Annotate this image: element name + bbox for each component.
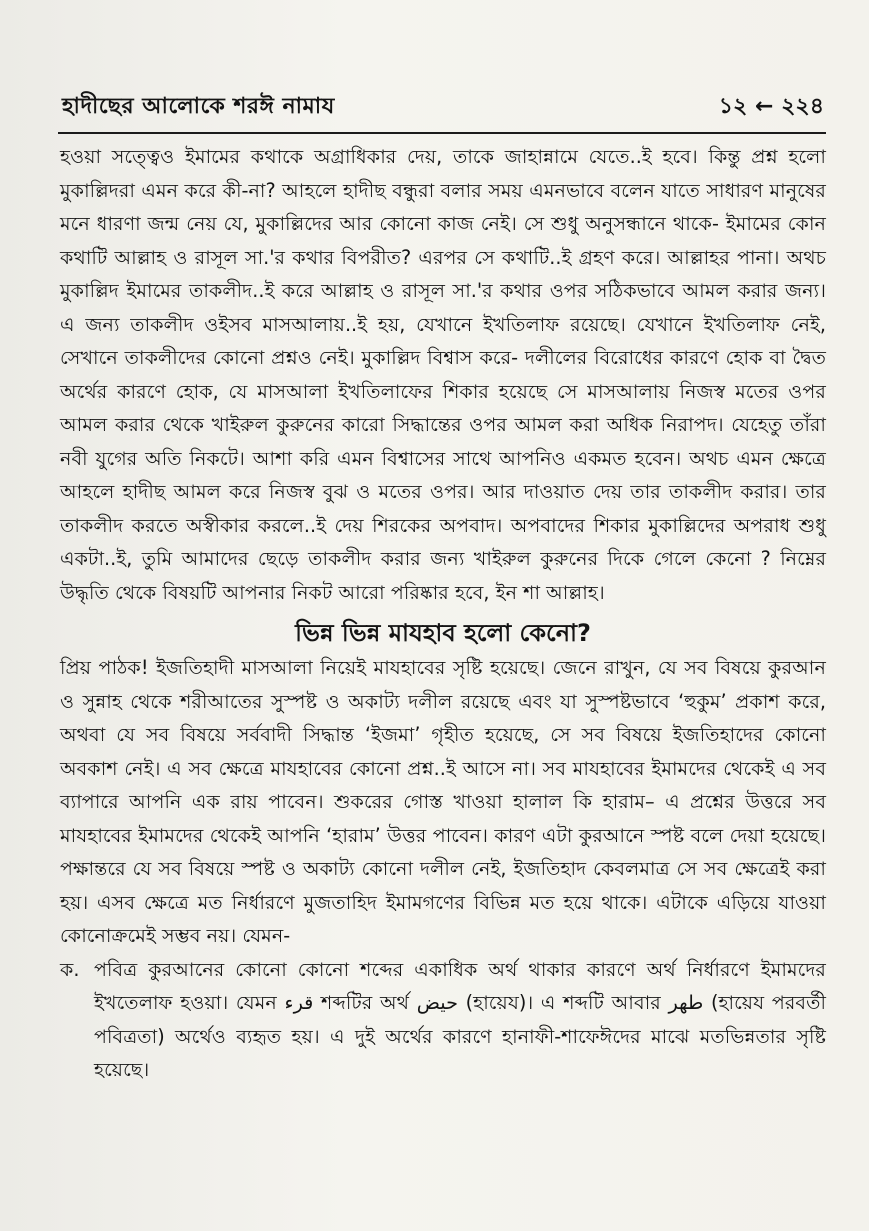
section-heading: ভিন্ন ভিন্ন মাযহাব হলো কেনো?: [295, 619, 591, 647]
arabic-word-hayd: حيض: [416, 991, 458, 1014]
running-title: হাদীছের আলোকে শরঈ নামায: [62, 94, 335, 119]
item-text-part-1: পবিত্র কুরআনের কোনো কোনো শব্দের একাধিক অর্থ থাকার কারণে অর্থ নির্ধারণে ইমামদের ইখতেলাফ হওয়া। যেমন: [94, 957, 826, 1014]
arabic-word-tuhr: طهر: [668, 991, 704, 1014]
item-text-part-4: (হায়েয পরবর্তী পবিত্রতা) অর্থেও ব্যহৃত হয়। এ দুই অর্থের কারণে হানাফী-শাফেঈদের মাঝে মতভিন্নতার সৃষ্টি হয়েছে।: [94, 991, 826, 1081]
page-number: ১২ ← ২২৪: [718, 94, 824, 119]
page-header: [62, 92, 824, 126]
arabic-word-qur: قرء: [284, 991, 314, 1014]
item-text-part-3: (হায়েয)। এ শব্দটি আবার: [465, 991, 661, 1014]
header-rule: [58, 132, 826, 134]
item-text-part-2: শব্দটির অর্থ: [321, 991, 410, 1014]
list-item-label: ক.: [60, 957, 80, 981]
list-item-text: [94, 953, 826, 1087]
page-body: [60, 140, 826, 1087]
paragraph-1: হওয়া সত্ত্বেও ইমামের কথাকে অগ্রাধিকার দেয়, তাকে জাহান্নামে যেতে..ই হবে। কিন্তু প্রশ্ন হলো মুকাল্লিদরা এমন করে কী-না? আহলে হাদীছ বন্ধুরা বলার সময় এমনভাবে বলেন যাতে সাধারণ মানুষের মনে ধারণা জন্ম নেয় যে, মুকাল্লিদের আর কোনো কাজ নেই। সে শুধু অনুসন্ধানে থাকে- ইমামের কোন কথাটি আল্লাহ ও রাসূল সা.'র কথার বিপরীত? এরপর সে কথাটি..ই গ্রহণ করে। আল্লাহর পানা। অথচ মুকাল্লিদ ইমামের তাকলীদ..ই করে আল্লাহ ও রাসূল সা.'র কথার ওপর সঠিকভাবে আমল করার জন্য। এ জন্য তাকলীদ ওইসব মাসআলায়..ই হয়, যেখানে ইখতিলাফ রয়েছে। যেখানে ইখতিলাফ নেই, সেখানে তাকলীদের কোনো প্রশ্নও নেই। মুকাল্লিদ বিশ্বাস করে- দলীলের বিরোধের কারণে হোক বা দ্বৈত অর্থের কারণে হোক, যে মাসআলা ইখতিলাফের শিকার হয়েছে সে মাসআলায় নিজস্ব মতের ওপর আমল করার থেকে খাইরুল কুরুনের কারো সিদ্ধান্তের ওপর আমল করা অধিক নিরাপদ। যেহেতু তাঁরা নবী যুগের অতি নিকটে। আশা করি এমন বিশ্বাসের সাথে আপনিও একমত হবেন। অথচ এমন ক্ষেত্রে আহলে হাদীছ আমল করে নিজস্ব বুঝ ও মতের ওপর। আর দাওয়াত দেয় তার তাকলীদ করার। তার তাকলীদ করতে অস্বীকার করলে..ই দেয় শিরকের অপবাদ। অপবাদের শিকার মুকাল্লিদের অপরাধ শুধু একটা..ই, তুমি আমাদের ছেড়ে তাকলীদ করার জন্য খাইরুল কুরুনের দিকে গেলে কেনো ? নিম্নের উদ্ধৃতি থেকে বিষয়টি আপনার নিকট আরো পরিষ্কার হবে, ইন শা আল্লাহ।: [60, 145, 826, 604]
paragraph-2: প্রিয় পাঠক! ইজতিহাদী মাসআলা নিয়েই মাযহাবের সৃষ্টি হয়েছে। জেনে রাখুন, যে সব বিষয়ে কুরআন ও সুন্নাহ থেকে শরীআতের সুস্পষ্ট ও অকাট্য দলীল রয়েছে এবং যা সুস্পষ্টভাবে ‘হুকুম’ প্রকাশ করে, অথবা যে সব বিষয়ে সর্ববাদী সিদ্ধান্ত ‘ইজমা’ গৃহীত হয়েছে, সে সব বিষয়ে ইজতিহাদের কোনো অবকাশ নেই। এ সব ক্ষেত্রে মাযহাবের কোনো প্রশ্ন..ই আসে না। সব মাযহাবের ইমামদের থেকেই এ সব ব্যাপারে আপনি এক রায় পাবেন। শুকরের গোস্ত খাওয়া হালাল কি হারাম– এ প্রশ্নের উত্তরে সব মাযহাবের ইমামদের থেকেই আপনি ‘হারাম’ উত্তর পাবেন। কারণ এটা কুরআনে স্পষ্ট বলে দেয়া হয়েছে। পক্ষান্তরে যে সব বিষয়ে স্পষ্ট ও অকাট্য কোনো দলীল নেই, ইজতিহাদ কেবলমাত্র সে সব ক্ষেত্রেই করা হয়। এসব ক্ষেত্রে মত নির্ধারণে মুজতাহিদ ইমামগণের বিভিন্ন মত হয়ে থাকে। এটাকে এড়িয়ে যাওয়া কোনোক্রমেই সম্ভব নয়। যেমন-: [60, 656, 826, 947]
list-item-ka: [60, 953, 826, 1087]
